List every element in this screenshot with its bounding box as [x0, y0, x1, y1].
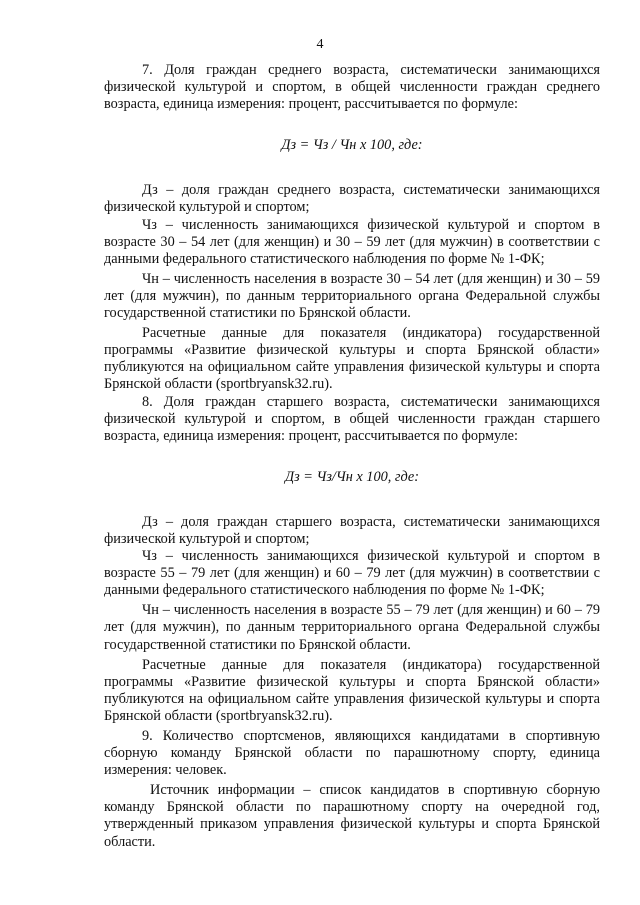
section-8-definition-chn: Чн – численность населения в возрасте 55 – 79 лет (для женщин) и 60 – 79 лет (для мужчин), по данным территориального органа Федеральной службы государственной статистики по Брянской области.: [104, 602, 600, 653]
page-number: 4: [316, 37, 324, 52]
section-7-heading: 7. Доля граждан среднего возраста, систематически занимающихся физической культурой и спортом, в общей численности граждан среднего возраста, единица измерения: процент, рассчитывается по формуле:: [104, 62, 600, 113]
section-8-definition-chz: Чз – численность занимающихся физической культурой и спортом в возрасте 55 – 79 лет (для женщин) и 60 – 79 лет (для мужчин) в соответствии с данными федерального статистического наблюдения по форме № 1-ФК;: [104, 548, 600, 599]
section-8-publication: Расчетные данные для показателя (индикатора) государственной программы «Развитие физической культуры и спорта Брянской области» публикуются на официальном сайте управления физической культуры и спорта Брянской области (sportbryansk32.ru).: [104, 656, 600, 724]
section-7-definition-chz: Чз – численность занимающихся физической культурой и спортом в возрасте 30 – 54 лет (для женщин) и 30 – 59 лет (для мужчин) в соответствии с данными федерального статистического наблюдения по форме № 1-ФК;: [104, 216, 600, 267]
section-9-source: Источник информации – список кандидатов в спортивную сборную команду Брянской области по парашютному спорту на очередной год, утвержденный приказом управления физической культуры и спорта Брянской области.: [104, 782, 600, 850]
section-8-definition-dz: Дз – доля граждан старшего возраста, систематически занимающихся физической культурой и спортом;: [104, 513, 600, 547]
section-7-definition-chn: Чн – численность населения в возрасте 30 – 54 лет (для женщин) и 30 – 59 лет (для мужчин), по данным территориального органа Федеральной службы государственной статистики по Брянской области.: [104, 270, 600, 322]
section-9-heading: 9. Количество спортсменов, являющихся кандидатами в спортивную сборную команду Брянской области по парашютному спорту, единица измерения: человек.: [104, 728, 600, 779]
section-8-formula: Дз = Чз/Чн х 100, где:: [285, 468, 419, 485]
section-7-publication: Расчетные данные для показателя (индикатора) государственной программы «Развитие физической культуры и спорта Брянской области» публикуются на официальном сайте управления физической культуры и спорта Брянской области (sportbryansk32.ru).: [104, 325, 600, 393]
section-7-definition-dz: Дз – доля граждан среднего возраста, систематически занимающихся физической культурой и спортом;: [104, 182, 600, 216]
section-7-formula: Дз = Чз / Чн х 100, где:: [281, 137, 423, 154]
section-8-heading: 8. Доля граждан старшего возраста, систематически занимающихся физической культурой и спортом, в общей численности граждан старшего возраста, единица измерения: процент, рассчитывается по формуле:: [104, 393, 600, 444]
document-body: [104, 62, 600, 851]
